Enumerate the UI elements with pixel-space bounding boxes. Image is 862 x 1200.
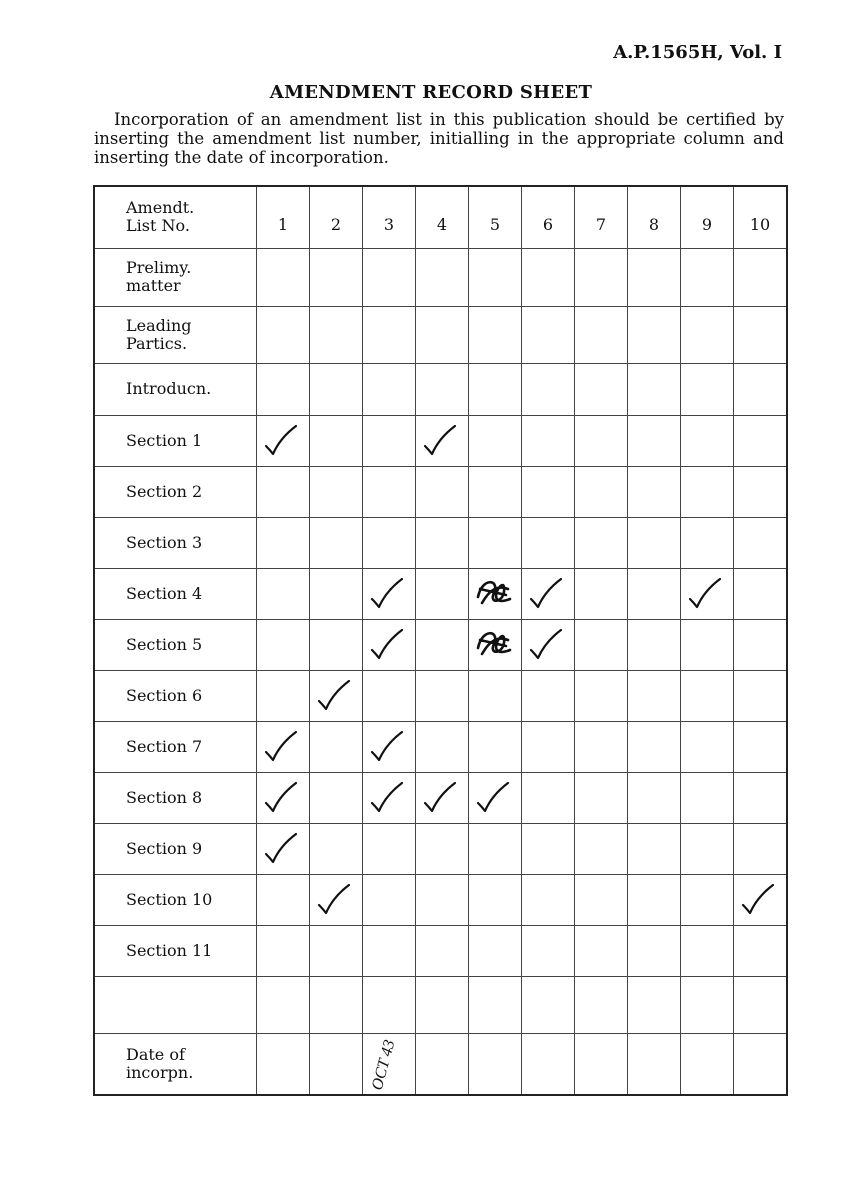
record-cell[interactable] <box>734 466 788 517</box>
amendment-record-table <box>93 185 788 1096</box>
record-cell[interactable] <box>416 306 469 363</box>
row-label-line2: Partics. <box>126 333 188 353</box>
record-cell[interactable] <box>310 363 363 415</box>
table-row <box>94 976 787 1033</box>
record-cell[interactable] <box>575 670 628 721</box>
record-cell[interactable] <box>416 517 469 568</box>
record-cell[interactable] <box>734 415 788 466</box>
record-cell[interactable] <box>469 568 522 619</box>
record-cell[interactable] <box>310 619 363 670</box>
date-row-label <box>94 1033 257 1095</box>
record-cell[interactable] <box>575 925 628 976</box>
record-cell[interactable] <box>469 415 522 466</box>
record-cell[interactable] <box>257 466 310 517</box>
record-cell[interactable] <box>681 874 734 925</box>
record-cell[interactable] <box>628 517 681 568</box>
record-cell[interactable] <box>522 925 575 976</box>
record-cell[interactable] <box>257 925 310 976</box>
record-cell[interactable] <box>416 568 469 619</box>
column-number-2: 2 <box>310 186 363 248</box>
date-of-incorporation-row <box>94 1033 787 1095</box>
amendment-list-no-label <box>94 186 257 248</box>
record-cell[interactable] <box>310 670 363 721</box>
record-cell[interactable] <box>363 415 416 466</box>
record-cell[interactable] <box>469 466 522 517</box>
record-cell[interactable] <box>575 772 628 823</box>
record-cell[interactable] <box>681 925 734 976</box>
record-cell[interactable] <box>628 248 681 306</box>
row-label <box>94 466 257 517</box>
record-cell[interactable] <box>363 976 416 1033</box>
table-row <box>94 721 787 772</box>
record-cell[interactable] <box>310 415 363 466</box>
check-mark-icon <box>363 773 415 823</box>
record-cell[interactable] <box>469 772 522 823</box>
record-cell[interactable] <box>416 415 469 466</box>
row-label-line2: matter <box>126 276 181 295</box>
record-cell[interactable] <box>310 874 363 925</box>
column-number-5: 5 <box>469 186 522 248</box>
record-cell[interactable] <box>469 976 522 1033</box>
record-cell[interactable] <box>681 568 734 619</box>
check-mark-icon <box>257 773 309 823</box>
record-cell[interactable] <box>416 823 469 874</box>
record-cell[interactable] <box>522 517 575 568</box>
record-cell[interactable] <box>257 517 310 568</box>
check-mark-icon <box>734 875 786 925</box>
record-cell[interactable] <box>363 306 416 363</box>
table-row <box>94 670 787 721</box>
record-cell[interactable] <box>469 670 522 721</box>
row-label-line1: Section 8 <box>126 787 203 807</box>
record-cell[interactable] <box>257 721 310 772</box>
check-mark-icon <box>310 671 362 721</box>
column-number-3: 3 <box>363 186 416 248</box>
amendment-record-table-container <box>93 185 788 1096</box>
date-cell[interactable] <box>310 1033 363 1095</box>
check-mark-icon <box>363 569 415 619</box>
record-cell[interactable] <box>522 823 575 874</box>
record-cell[interactable] <box>628 415 681 466</box>
record-cell[interactable] <box>522 248 575 306</box>
record-cell[interactable] <box>734 517 788 568</box>
date-cell[interactable] <box>734 1033 788 1095</box>
record-cell[interactable] <box>363 874 416 925</box>
record-cell[interactable] <box>257 874 310 925</box>
row-label <box>94 415 257 466</box>
record-cell[interactable] <box>628 619 681 670</box>
record-cell[interactable] <box>681 415 734 466</box>
record-cell[interactable] <box>575 517 628 568</box>
record-cell[interactable] <box>575 248 628 306</box>
check-mark-icon <box>257 722 309 772</box>
header-row <box>94 186 787 248</box>
record-cell[interactable] <box>363 772 416 823</box>
record-cell[interactable] <box>363 248 416 306</box>
row-label-line1: Leading <box>126 315 192 335</box>
row-label-line1: Section 2 <box>126 481 203 501</box>
record-cell[interactable] <box>734 874 788 925</box>
initials-scribble-mark <box>469 620 521 670</box>
record-cell[interactable] <box>681 363 734 415</box>
row-label-line1: Section 10 <box>126 889 213 909</box>
record-cell[interactable] <box>734 248 788 306</box>
record-cell[interactable] <box>310 823 363 874</box>
row-label <box>94 874 257 925</box>
row-label-line1: Prelimy. <box>126 258 192 277</box>
record-cell[interactable] <box>522 874 575 925</box>
date-cell[interactable] <box>681 1033 734 1095</box>
record-cell[interactable] <box>575 415 628 466</box>
record-cell[interactable] <box>363 466 416 517</box>
record-cell[interactable] <box>575 721 628 772</box>
record-cell[interactable] <box>469 874 522 925</box>
row-label <box>94 670 257 721</box>
record-cell[interactable] <box>469 619 522 670</box>
record-cell[interactable] <box>416 466 469 517</box>
record-cell[interactable] <box>628 670 681 721</box>
row-label-line1: Section 4 <box>126 583 203 603</box>
check-mark-icon <box>469 773 521 823</box>
record-cell[interactable] <box>416 976 469 1033</box>
check-mark-icon <box>681 569 733 619</box>
record-cell[interactable] <box>522 306 575 363</box>
table-row <box>94 363 787 415</box>
record-cell[interactable] <box>681 619 734 670</box>
record-cell[interactable] <box>363 568 416 619</box>
column-number-7: 7 <box>575 186 628 248</box>
table-row <box>94 874 787 925</box>
record-cell[interactable] <box>628 363 681 415</box>
check-mark-icon <box>310 875 362 925</box>
row-label-line1: Section 5 <box>126 634 203 654</box>
record-cell[interactable] <box>522 721 575 772</box>
record-cell[interactable] <box>469 306 522 363</box>
record-cell[interactable] <box>310 568 363 619</box>
record-cell[interactable] <box>734 823 788 874</box>
record-cell[interactable] <box>734 670 788 721</box>
svg-text:OCT 43: OCT 43 <box>368 1037 399 1092</box>
record-cell[interactable] <box>522 568 575 619</box>
row-label <box>94 823 257 874</box>
date-cell[interactable] <box>628 1033 681 1095</box>
record-cell[interactable] <box>310 772 363 823</box>
record-cell[interactable] <box>363 925 416 976</box>
date-cell[interactable] <box>416 1033 469 1095</box>
record-cell[interactable] <box>310 976 363 1033</box>
record-cell[interactable] <box>416 619 469 670</box>
record-cell[interactable] <box>734 568 788 619</box>
table-row <box>94 823 787 874</box>
record-cell[interactable] <box>575 363 628 415</box>
row-label-line1: Section 9 <box>126 838 203 858</box>
record-cell[interactable] <box>628 976 681 1033</box>
row-label <box>94 517 257 568</box>
record-cell[interactable] <box>575 568 628 619</box>
initials-scribble-mark <box>469 569 521 619</box>
record-cell[interactable] <box>522 976 575 1033</box>
record-cell[interactable] <box>416 874 469 925</box>
table-row <box>94 306 787 363</box>
table-row <box>94 415 787 466</box>
record-cell[interactable] <box>681 823 734 874</box>
check-mark-icon <box>416 416 468 466</box>
record-cell[interactable] <box>681 517 734 568</box>
record-cell[interactable] <box>363 721 416 772</box>
row-label <box>94 363 257 415</box>
record-cell[interactable] <box>522 619 575 670</box>
record-cell[interactable] <box>469 925 522 976</box>
row-label <box>94 306 257 363</box>
record-cell[interactable] <box>363 823 416 874</box>
row-label-line1: Section 3 <box>126 532 203 552</box>
header-label-line2: List No. <box>126 216 190 236</box>
check-mark-icon <box>522 569 574 619</box>
check-mark-icon <box>522 620 574 670</box>
record-cell[interactable] <box>681 976 734 1033</box>
header-label-line1: Amendt. <box>126 198 195 218</box>
row-label <box>94 772 257 823</box>
date-row-label-line2: incorpn. <box>126 1062 194 1082</box>
record-cell[interactable] <box>681 670 734 721</box>
record-cell[interactable] <box>734 721 788 772</box>
record-cell[interactable] <box>628 772 681 823</box>
record-cell[interactable] <box>469 517 522 568</box>
check-mark-icon <box>416 773 468 823</box>
record-cell[interactable] <box>681 466 734 517</box>
record-cell[interactable] <box>257 772 310 823</box>
record-cell[interactable] <box>310 306 363 363</box>
record-cell[interactable] <box>416 670 469 721</box>
row-label-line1: Section 1 <box>126 430 203 450</box>
record-cell[interactable] <box>257 619 310 670</box>
record-cell[interactable] <box>575 823 628 874</box>
record-cell[interactable] <box>416 721 469 772</box>
record-cell[interactable] <box>628 925 681 976</box>
record-cell[interactable] <box>363 619 416 670</box>
record-cell[interactable] <box>734 306 788 363</box>
record-cell[interactable] <box>310 248 363 306</box>
record-cell[interactable] <box>628 823 681 874</box>
column-number-10: 10 <box>734 186 788 248</box>
record-cell[interactable] <box>575 874 628 925</box>
table-row <box>94 568 787 619</box>
record-cell[interactable] <box>628 466 681 517</box>
handwritten-date-entry <box>363 1034 415 1095</box>
table-row <box>94 466 787 517</box>
record-cell[interactable] <box>681 721 734 772</box>
row-label <box>94 976 257 1033</box>
record-cell[interactable] <box>257 363 310 415</box>
row-label <box>94 619 257 670</box>
record-cell[interactable] <box>416 363 469 415</box>
record-cell[interactable] <box>628 306 681 363</box>
row-label <box>94 568 257 619</box>
record-cell[interactable] <box>575 619 628 670</box>
record-cell[interactable] <box>257 306 310 363</box>
table-row <box>94 772 787 823</box>
column-number-1: 1 <box>257 186 310 248</box>
instructions-paragraph: Incorporation of an amendment list in this publication should be certified by inserting the amendment list number, initialling in the appropriate column and inserting the date of incorporation. <box>94 110 784 167</box>
record-cell[interactable] <box>257 823 310 874</box>
date-cell[interactable] <box>257 1033 310 1095</box>
record-cell[interactable] <box>363 670 416 721</box>
publication-reference: A.P.1565H, Vol. I <box>613 42 782 63</box>
row-label-line1: Section 6 <box>126 685 203 705</box>
record-cell[interactable] <box>734 363 788 415</box>
record-cell[interactable] <box>363 517 416 568</box>
column-number-4: 4 <box>416 186 469 248</box>
table-row <box>94 925 787 976</box>
table-row <box>94 517 787 568</box>
check-mark-icon <box>257 416 309 466</box>
row-label <box>94 721 257 772</box>
record-cell[interactable] <box>681 248 734 306</box>
record-cell[interactable] <box>310 925 363 976</box>
record-cell[interactable] <box>628 874 681 925</box>
record-cell[interactable] <box>575 976 628 1033</box>
record-cell[interactable] <box>734 619 788 670</box>
record-cell[interactable] <box>257 976 310 1033</box>
record-cell[interactable] <box>734 772 788 823</box>
record-cell[interactable] <box>522 415 575 466</box>
record-cell[interactable] <box>628 721 681 772</box>
date-cell[interactable] <box>575 1033 628 1095</box>
column-number-6: 6 <box>522 186 575 248</box>
date-cell[interactable] <box>363 1033 416 1095</box>
record-cell[interactable] <box>363 363 416 415</box>
record-cell[interactable] <box>257 568 310 619</box>
record-cell[interactable] <box>522 466 575 517</box>
row-label-line1: Section 7 <box>126 736 203 756</box>
record-cell[interactable] <box>734 925 788 976</box>
record-cell[interactable] <box>575 306 628 363</box>
date-cell[interactable] <box>469 1033 522 1095</box>
record-cell[interactable] <box>469 363 522 415</box>
record-cell[interactable] <box>416 248 469 306</box>
record-cell[interactable] <box>416 925 469 976</box>
date-row-label-line1: Date of <box>126 1044 185 1064</box>
record-cell[interactable] <box>310 721 363 772</box>
record-cell[interactable] <box>522 670 575 721</box>
check-mark-icon <box>363 620 415 670</box>
record-cell[interactable] <box>310 466 363 517</box>
record-cell[interactable] <box>681 772 734 823</box>
page-title: AMENDMENT RECORD SHEET <box>269 82 593 103</box>
check-mark-icon <box>257 824 309 874</box>
record-cell[interactable] <box>469 823 522 874</box>
record-cell[interactable] <box>628 568 681 619</box>
table-row <box>94 619 787 670</box>
column-number-8: 8 <box>628 186 681 248</box>
column-number-9: 9 <box>681 186 734 248</box>
row-label <box>94 925 257 976</box>
record-cell[interactable] <box>734 976 788 1033</box>
record-cell[interactable] <box>469 721 522 772</box>
record-cell[interactable] <box>522 363 575 415</box>
record-cell[interactable] <box>522 772 575 823</box>
record-cell[interactable] <box>310 517 363 568</box>
record-cell[interactable] <box>575 466 628 517</box>
row-label <box>94 248 257 306</box>
record-cell[interactable] <box>681 306 734 363</box>
row-label-line1: Introducn. <box>126 379 212 398</box>
date-cell[interactable] <box>522 1033 575 1095</box>
record-cell[interactable] <box>257 670 310 721</box>
row-label-line1: Section 11 <box>126 940 213 960</box>
record-cell[interactable] <box>257 248 310 306</box>
table-row <box>94 248 787 306</box>
record-cell[interactable] <box>257 415 310 466</box>
record-cell[interactable] <box>416 772 469 823</box>
record-cell[interactable] <box>469 248 522 306</box>
check-mark-icon <box>363 722 415 772</box>
